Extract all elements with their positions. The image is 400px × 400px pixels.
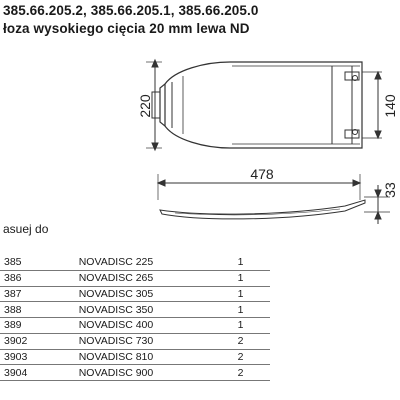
quantity-cell: 1 — [238, 255, 270, 270]
machine-code-cell: 385 — [0, 255, 79, 270]
compatibility-table — [0, 255, 270, 381]
quantity-cell: 2 — [238, 365, 270, 381]
fits-label: asuej do — [3, 222, 49, 236]
machine-model-cell: NOVADISC 810 — [79, 349, 238, 365]
table-row — [0, 365, 270, 381]
machine-model-cell: NOVADISC 305 — [79, 286, 238, 302]
quantity-cell: 1 — [238, 270, 270, 286]
dimension-length-label: 478 — [250, 166, 274, 182]
table-row — [0, 349, 270, 365]
part-numbers-title: 385.66.205.2, 385.66.205.1, 385.66.205.0 — [3, 3, 259, 18]
dimension-height-label: 33 — [382, 182, 398, 198]
machine-code-cell: 3903 — [0, 349, 79, 365]
machine-model-cell: NOVADISC 400 — [79, 318, 238, 334]
machine-model-cell: NOVADISC 730 — [79, 333, 238, 349]
table-row — [0, 286, 270, 302]
machine-code-cell: 387 — [0, 286, 79, 302]
machine-code-cell: 3904 — [0, 365, 79, 381]
quantity-cell: 1 — [238, 318, 270, 334]
part-description-title: łoza wysokiego cięcia 20 mm lewa ND — [3, 21, 250, 36]
table-row — [0, 255, 270, 270]
machine-model-cell: NOVADISC 265 — [79, 270, 238, 286]
machine-model-cell: NOVADISC 900 — [79, 365, 238, 381]
machine-code-cell: 3902 — [0, 333, 79, 349]
skid-top-view — [152, 62, 362, 148]
machine-code-cell: 389 — [0, 318, 79, 334]
dimension-inner-label: 140 — [382, 94, 398, 118]
machine-code-cell: 388 — [0, 302, 79, 318]
skid-side-view — [160, 200, 365, 219]
quantity-cell: 2 — [238, 349, 270, 365]
dimension-width-label: 220 — [137, 94, 153, 118]
table-row — [0, 333, 270, 349]
quantity-cell: 1 — [238, 302, 270, 318]
table-row — [0, 318, 270, 334]
quantity-cell: 2 — [238, 333, 270, 349]
dimension-inner — [362, 72, 382, 138]
machine-model-cell: NOVADISC 350 — [79, 302, 238, 318]
table-row — [0, 270, 270, 286]
machine-code-cell: 386 — [0, 270, 79, 286]
machine-model-cell: NOVADISC 225 — [79, 255, 238, 270]
quantity-cell: 1 — [238, 286, 270, 302]
table-row — [0, 302, 270, 318]
